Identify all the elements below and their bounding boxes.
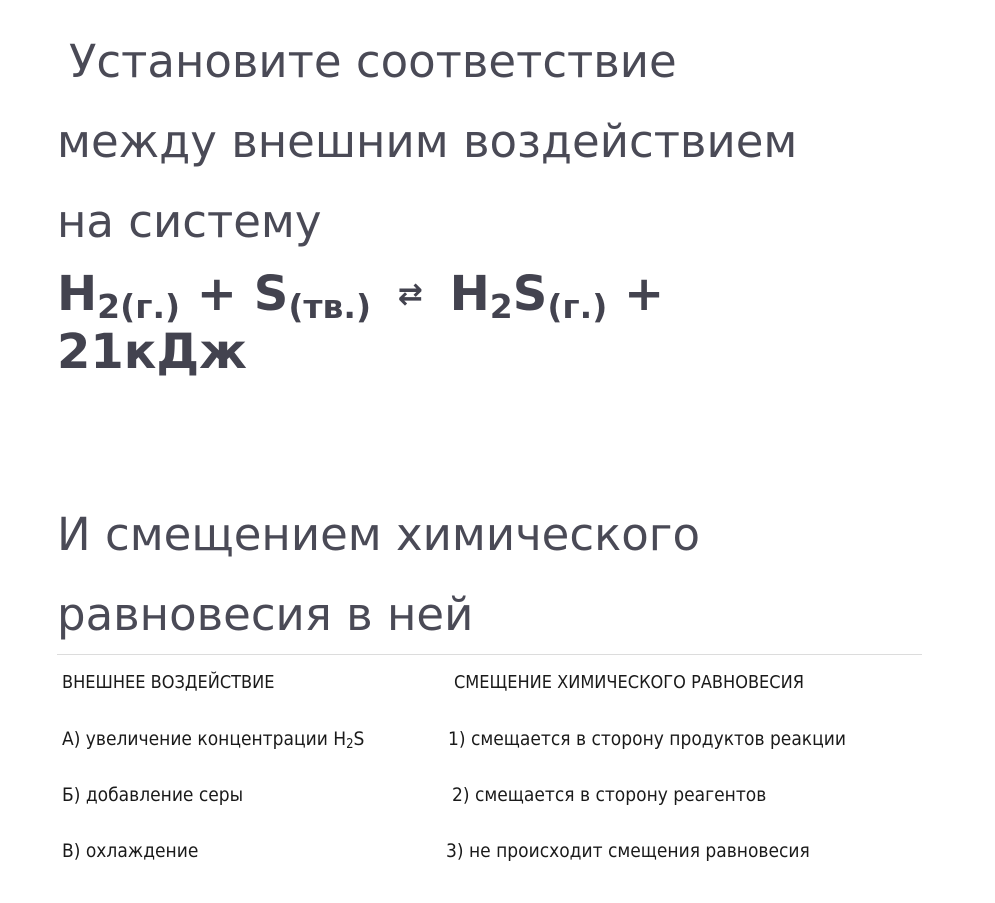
- reaction-equation: [57, 266, 957, 382]
- header-right: СМЕЩЕНИЕ ХИМИЧЕСКОГО РАВНОВЕСИЯ: [454, 672, 804, 693]
- task-line-2: между внешним воздействием: [57, 115, 798, 168]
- eq-plus-1: +: [196, 266, 238, 322]
- eq-h2s-s: S: [512, 266, 548, 322]
- table-row: [62, 724, 932, 754]
- eq-h2-subscript: 2(г.): [97, 287, 181, 326]
- eq-s-subscript: (тв.): [288, 287, 372, 326]
- equilibrium-arrow-icon: ⇄: [397, 277, 423, 312]
- task-line-5: равновесия в ней: [57, 588, 474, 641]
- eq-plus-2: +: [624, 266, 665, 322]
- option-b: Б) добавление серы: [62, 784, 244, 806]
- divider: [57, 654, 922, 655]
- task-statement: [57, 22, 957, 382]
- task-line-4: И смещением химического: [57, 508, 700, 561]
- task-line-1: Установите соответствие: [69, 35, 677, 88]
- table-row: [62, 836, 932, 866]
- table-header: [62, 668, 932, 698]
- header-left: ВНЕШНЕЕ ВОЗДЕЙСТВИЕ: [62, 672, 275, 693]
- eq-h2s-index: 2: [489, 287, 513, 326]
- option-a: [62, 724, 364, 760]
- equation-row-2: [57, 324, 957, 382]
- answer-1: 1) смещается в сторону продуктов реакции: [448, 728, 846, 750]
- option-c: В) охлаждение: [62, 840, 199, 862]
- option-a-tail: S: [353, 728, 365, 750]
- task-line-3: на систему: [57, 195, 322, 248]
- equation-row-1: [57, 266, 957, 324]
- eq-h2s-subscript: (г.): [547, 287, 608, 326]
- eq-h2-symbol: H: [57, 266, 98, 322]
- answer-2: 2) смещается в сторону реагентов: [452, 784, 767, 806]
- eq-s-symbol: S: [253, 266, 289, 322]
- answer-3: 3) не происходит смещения равновесия: [446, 840, 810, 862]
- task-statement-part-2: [57, 495, 700, 655]
- option-a-subscript: 2: [346, 737, 354, 752]
- eq-h2s-h: H: [449, 266, 490, 322]
- table-row: [62, 780, 932, 810]
- option-a-text: А) увеличение концентрации H: [62, 728, 347, 750]
- eq-energy: 21кДж: [57, 324, 247, 380]
